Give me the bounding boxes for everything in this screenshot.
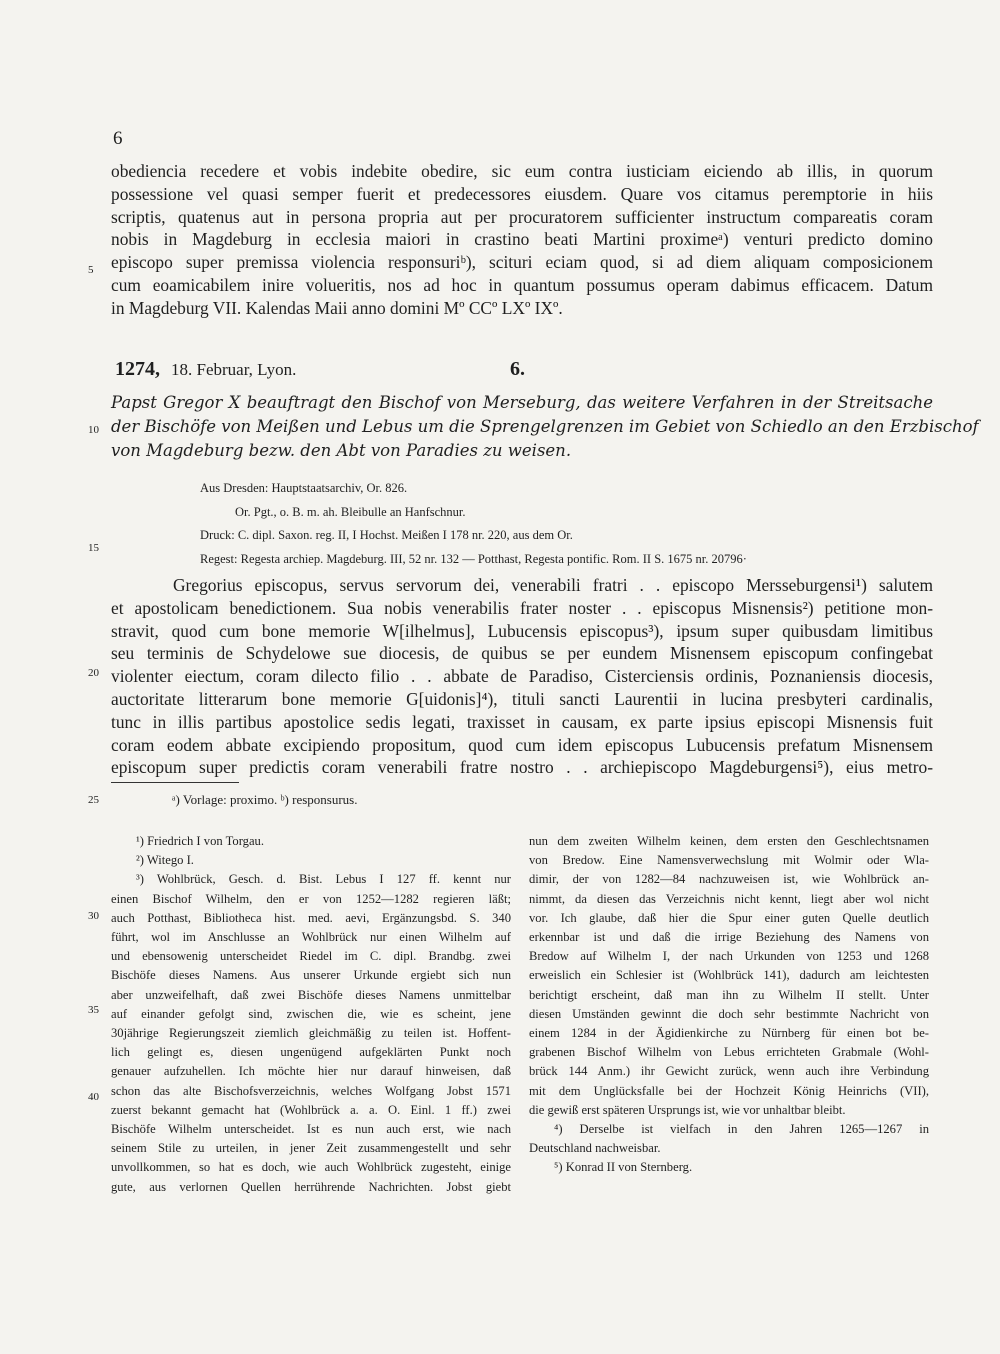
document-heading [115, 358, 525, 381]
footnote-line: von Bredow. Eine Namensverwechslung mit Wolmir oder Wla- [529, 853, 929, 868]
footnote-line: die gewiß erst späteren Ursprungs ist, wie vor unhaltbar bleibt. [529, 1102, 846, 1117]
text-line: Gregorius episcopus, servus servorum dei, venerabili fratri . . episcopo Mersseburgensi¹) salutem [173, 575, 933, 595]
footnote-line: unvollkommen, so hat es doch, wie auch Wohlbrück zugesteht, einige [111, 1160, 511, 1175]
footnote-line: seinem Stile zu urteilen, in jener Zeit zusammengestellt und sehr [111, 1141, 511, 1156]
footnote-line: erkennbar ist und daß die irrige Beziehung des Namens von [529, 930, 929, 945]
footnote-line: vor. Ich glaube, daß hier die Spur einer guten Quelle deutlich [529, 910, 929, 925]
footnote-line: zuerst bekannt gemacht hat (Wohlbrück a. a. O. Einl. 1 ff.) zwei [111, 1102, 511, 1117]
text-line: auctoritate litterarum bone memorie G[uidonis]⁴), tituli sancti Laurentii in lucina presbyteri cardinalis, [111, 688, 933, 709]
document-number: 6. [510, 358, 525, 380]
footnote-line: berichtigt erscheint, daß man ihn zu Wilhelm II stellt. Unter [529, 987, 929, 1002]
footnotes-right-column [529, 832, 929, 1178]
footnote-line: grabenen Bischof Wilhelm von Lebus errichteten Grabmale (Wohl- [529, 1045, 929, 1060]
footnote-line: nun dem zweiten Wilhelm keinen, dem ersten den Geschlechtsnamen [529, 834, 929, 848]
text-line: der Bischöfe von Meißen und Lebus um die Sprengelgrenzen im Gebiet von Schiedlo an den Erzbischof [111, 417, 979, 436]
footnote-line: ³) Wohlbrück, Gesch. d. Bist. Lebus I 127 ff. kennt nur [136, 872, 511, 887]
footnote-line: auch Potthast, Bibliotheca hist. med. aevi, Ergänzungsbd. S. 340 [111, 910, 511, 925]
text-line: episcopum super predictis coram venerabili fratre nostro . . archiepiscopo Magdeburgensi⁵), eius metro- [111, 757, 933, 778]
text-line: tunc in illis partibus apostolice sedis legati, traxisset in causam, ex parte ipsius episcopi Misnensis fuit [111, 711, 933, 732]
footnote-line: gute, aus verlornen Quellen herrührende Nachrichten. Jobst giebt [111, 1179, 511, 1194]
text-line: nobis in Magdeburg in ecclesia maiori in crastino beati Martini proximeᵃ) venturi predicto domino [111, 229, 933, 250]
text-line: et apostolicam benedictionem. Sua nobis venerabilis frater noster . . episcopus Misnensis²) petitione mon- [111, 597, 933, 618]
footnote-line: und ebensowenig unterscheidet Riedel im C. dipl. Brandbg. zwei [111, 949, 511, 964]
footnote-line: ²) Witego I. [136, 853, 194, 868]
intro-paragraph [111, 160, 933, 320]
footnote-line: Bischöfe Wilhelm unterscheidet. Ist es nun auch erst, wie nach [111, 1122, 511, 1137]
line-number: 30 [88, 910, 99, 922]
footnote-line: schon das alte Bischofsverzeichnis, welches Wolfgang Jobst 1571 [111, 1083, 511, 1098]
footnote-line: brück 144 Anm.) ihr Gewicht zurück, wenn auch ihre Verbindung [529, 1064, 929, 1079]
source-line: Druck: C. dipl. Saxon. reg. II, I Hochst. Meißen I 178 nr. 220, aus dem Or. [200, 528, 573, 542]
line-number: 10 [88, 424, 99, 436]
line-number: 15 [88, 542, 99, 554]
text-line: stravit, quod cum bone memorie W[ilhelmus], Lubucensis episcopus³), ipsum super quibusdam limitibus [111, 620, 933, 641]
footnote-line: Bredow auf Wilhelm I, der nach Urkunden von 1253 und 1268 [529, 949, 929, 964]
variant-note: ᵃ) Vorlage: proximo. ᵇ) responsurus. [172, 792, 358, 807]
text-line: coram eodem abbate excipiendo propositum, quod cum idem episcopus Lubucensis prefatum Misnensem [111, 734, 933, 755]
footnote-line: Deutschland nachweisbar. [529, 1141, 661, 1156]
footnote-line: auf einander gefolgt sind, zwischen die, wie es scheint, jene [111, 1006, 511, 1021]
footnote-line: ⁵) Konrad II von Sternberg. [554, 1160, 693, 1175]
document-year: 1274, [115, 358, 160, 380]
text-line: obediencia recedere et vobis indebite obedire, sic eum contra iusticiam eiciendo ab illis, in quorum [111, 161, 933, 181]
footnotes-left-column [111, 832, 511, 1197]
text-line: von Magdeburg bezw. den Abt von Paradies zu weisen. [111, 441, 572, 460]
text-line: Papst Gregor X beauftragt den Bischof von Merseburg, das weitere Verfahren in der Streitsache [111, 393, 933, 412]
footnote-line: Bischöfe dieses Namens. Aus unserer Urkunde ergiebt sich nun [111, 968, 511, 983]
footnote-line: lich gelingt es, diesen ungenügend aufgeklärten Punkt noch [111, 1045, 511, 1060]
footnote-line: erweislich ein Schlesier ist (Wohlbrück 141), dadurch am leichtesten [529, 968, 929, 983]
line-number: 25 [88, 794, 99, 806]
footnote-line: mit dem Unglücksfalle bei der Hochzeit König Heinrichs (VII), [529, 1083, 929, 1098]
footnote-divider [111, 782, 239, 783]
text-line: scriptis, quatenus aut in persona propria aut per procuratorem sufficienter instructum compareatis coram [111, 206, 933, 227]
source-line: Or. Pgt., o. B. m. ah. Bleibulle an Hanfschnur. [235, 504, 466, 519]
footnote-line: ¹) Friedrich I von Torgau. [136, 834, 264, 848]
source-line: Regest: Regesta archiep. Magdeburg. III, 52 nr. 132 — Potthast, Regesta pontific. Rom. II S. 1675 nr. 20796· [200, 551, 747, 566]
source-notes [200, 477, 747, 571]
footnote-line: diesen Umständen gewinnt die doch sehr bestimmte Nachricht von [529, 1006, 929, 1021]
document-date-place: 18. Februar, Lyon. [171, 360, 297, 379]
body-paragraph [111, 574, 933, 779]
source-line: Aus Dresden: Hauptstaatsarchiv, Or. 826. [200, 481, 408, 495]
footnote-line: dimir, der von 1282—84 nachzuweisen ist, wie Wohlbrück an- [529, 872, 929, 887]
line-number: 20 [88, 667, 99, 679]
footnote-line: einem 1284 in der Ägidienkirche zu Nürnberg für einen bot be- [529, 1026, 929, 1041]
line-number: 40 [88, 1091, 99, 1103]
regest-summary [111, 391, 979, 463]
page-number: 6 [113, 128, 123, 149]
text-line: possessione vel quasi semper fuerit et predecessores eiusdem. Quare vos citamus peremptorie in hiis [111, 183, 933, 204]
text-line: cum eoamicabilem inire volueritis, nos ad hoc in quantum possumus operam dabimus efficacem. Datum [111, 274, 933, 295]
footnote-line: aber unzweifelhaft, daß zwei Bischöfe dieses Namens unmittelbar [111, 987, 511, 1002]
text-line: in Magdeburg VII. Kalendas Maii anno domini Mº CCº LXº IXº. [111, 297, 563, 318]
text-line: violenter eiectum, coram dilecto filio . . abbate de Paradiso, Cisterciensis ordinis, Poznaniensis diocesis, [111, 666, 933, 687]
footnote-line: ⁴) Derselbe ist vielfach in den Jahren 1265—1267 in [554, 1122, 929, 1137]
footnote-line: führt, wol im Anschlusse an Wohlbrück nur einen Wilhelm auf [111, 930, 511, 945]
footnote-line: genauer aufzuhellen. Ich möchte hier nur darauf hinweisen, daß [111, 1064, 511, 1079]
line-number: 35 [88, 1004, 99, 1016]
text-line: episcopo super premissa violencia responsuriᵇ), scituri eciam quod, si ad diem aliquam composicionem [111, 252, 933, 273]
line-number: 5 [88, 264, 94, 276]
footnote-line: nimmt, da diesen das Verzeichnis nicht kennt, liegt aber wol nicht [529, 891, 929, 906]
footnote-line: einen Bischof Wilhelm, den er von 1252—1282 regieren läßt; [111, 891, 511, 906]
footnote-line: 30jährige Regierungszeit ziemlich gleichmäßig zu teilen ist. Hoffent- [111, 1026, 511, 1041]
text-line: seu terminis de Schydelowe sue diocesis, de quibus se per eundem Misnensem episcopum confingebat [111, 643, 933, 664]
